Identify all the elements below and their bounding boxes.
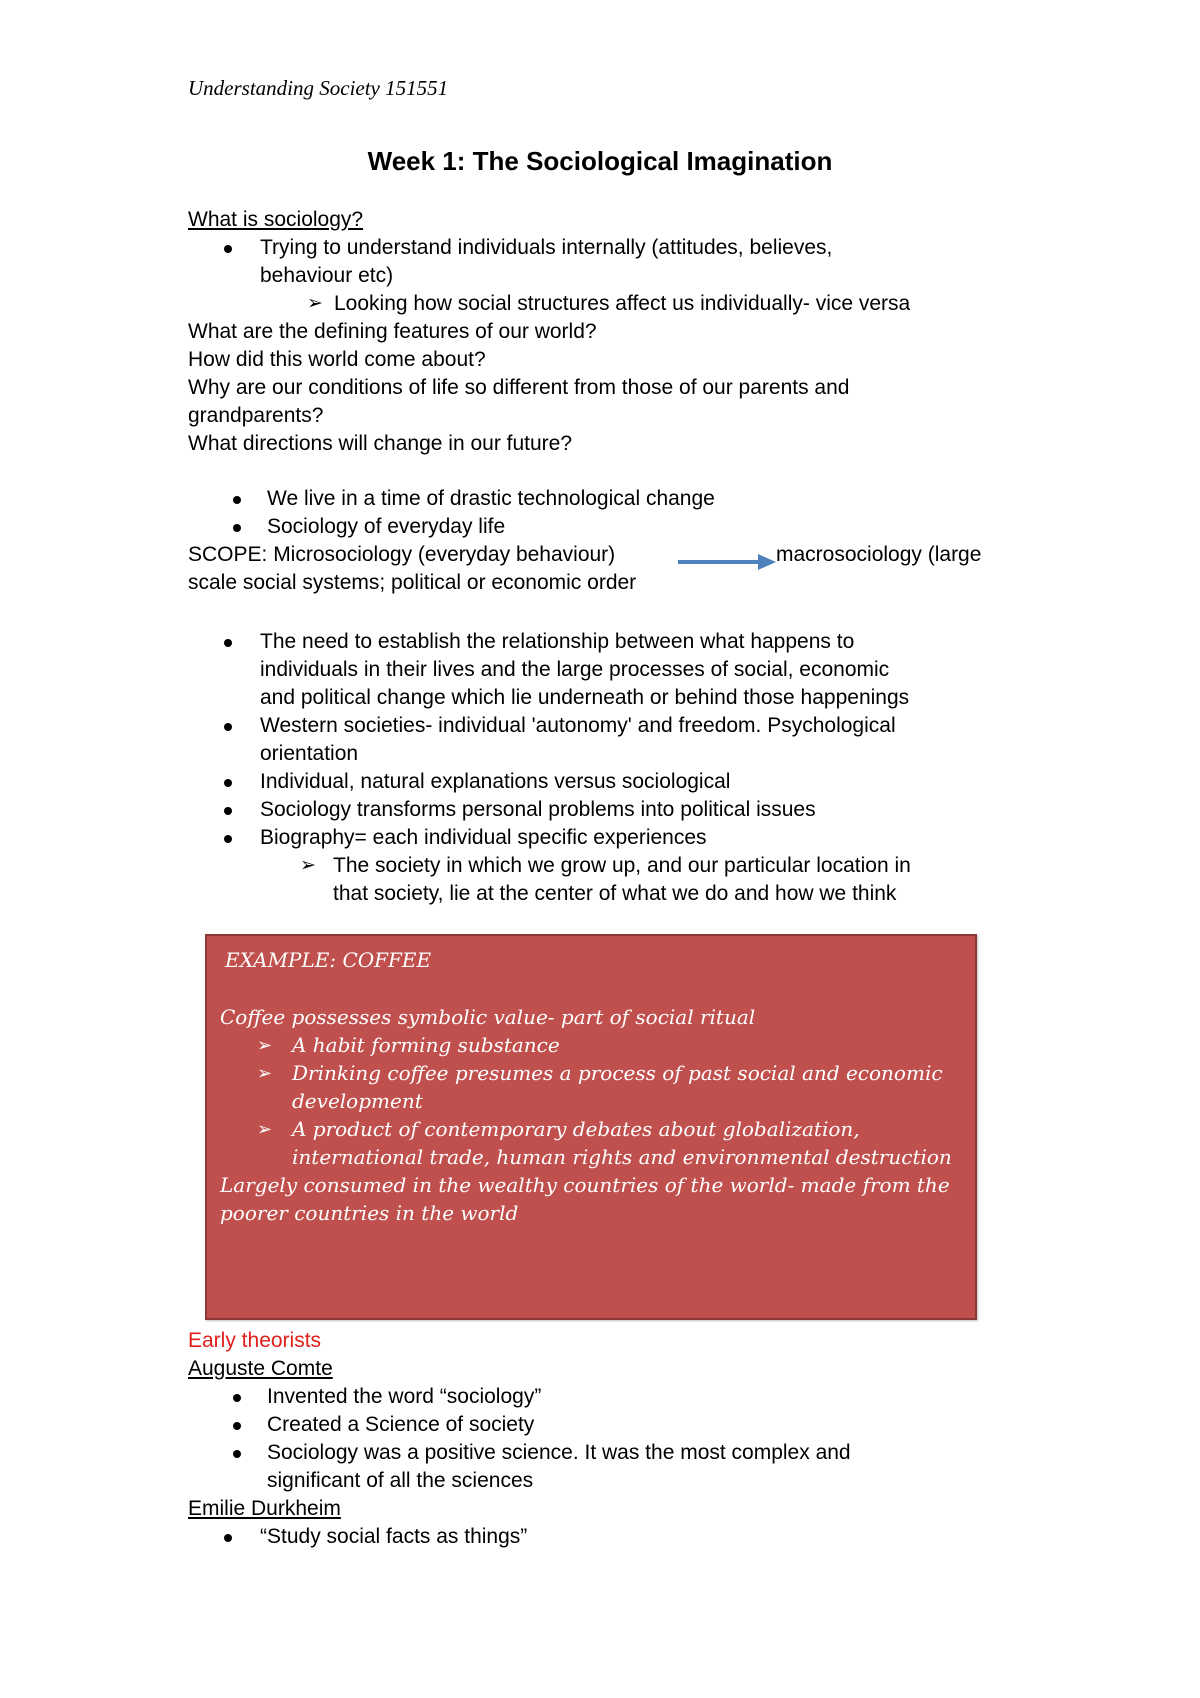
bullet-icon [233, 1422, 241, 1430]
example-heading: EXAMPLE: COFFEE [225, 948, 432, 972]
arrow-bullet-icon: ➢ [300, 855, 316, 876]
list-item: Sociology was a positive science. It was the most complex and [267, 1441, 851, 1464]
example-item: A product of contemporary debates about globalization, [292, 1117, 860, 1141]
theorist-name-durkheim: Emilie Durkheim [188, 1497, 341, 1520]
example-outro-continuation: poorer countries in the world [220, 1201, 519, 1225]
right-arrow-icon [678, 551, 778, 573]
example-outro: Largely consumed in the wealthy countries of the world- made from the [220, 1173, 950, 1197]
list-item: The need to establish the relationship between what happens to [260, 630, 855, 653]
scope-line-left: SCOPE: Microsociology (everyday behaviour) [188, 543, 616, 566]
example-intro: Coffee possesses symbolic value- part of social ritual [220, 1005, 756, 1029]
bullet-icon [233, 496, 241, 504]
sub-list-item-continuation: that society, lie at the center of what we do and how we think [333, 882, 897, 905]
list-item: Invented the word “sociology” [267, 1385, 542, 1408]
list-item-continuation: individuals in their lives and the large processes of social, economic [260, 658, 890, 681]
list-item: Trying to understand individuals internally (attitudes, believes, [260, 236, 833, 259]
arrow-bullet-icon: ➢ [257, 1063, 273, 1083]
example-item: A habit forming substance [292, 1033, 560, 1057]
example-item: Drinking coffee presumes a process of past social and economic [292, 1061, 943, 1085]
arrow-bullet-icon: ➢ [307, 293, 323, 314]
question-line: What are the defining features of our world? [188, 320, 597, 343]
list-item: Created a Science of society [267, 1413, 535, 1436]
question-line: How did this world come about? [188, 348, 486, 371]
bullet-icon [224, 807, 232, 815]
list-item: “Study social facts as things” [260, 1525, 528, 1548]
theorist-name-comte: Auguste Comte [188, 1357, 333, 1380]
bullet-icon [233, 1394, 241, 1402]
list-item: Individual, natural explanations versus sociological [260, 770, 731, 793]
bullet-icon [224, 835, 232, 843]
list-item-continuation: significant of all the sciences [267, 1469, 534, 1492]
course-header: Understanding Society 151551 [188, 76, 449, 100]
list-item: We live in a time of drastic technological change [267, 487, 715, 510]
question-line: What directions will change in our future? [188, 432, 573, 455]
sub-list-item: The society in which we grow up, and our particular location in [333, 854, 911, 877]
list-item: Biography= each individual specific experiences [260, 826, 707, 849]
example-item-continuation: development [292, 1089, 423, 1113]
bullet-icon [224, 639, 232, 647]
bullet-icon [233, 1450, 241, 1458]
arrow-bullet-icon: ➢ [257, 1035, 273, 1055]
question-line: Why are our conditions of life so different from those of our parents and [188, 376, 850, 399]
bullet-icon [224, 723, 232, 731]
page-title: Week 1: The Sociological Imagination [367, 146, 833, 176]
example-item-continuation: international trade, human rights and environmental destruction [292, 1145, 952, 1169]
bullet-icon [224, 779, 232, 787]
list-item: Sociology of everyday life [267, 515, 506, 538]
list-item: Western societies- individual 'autonomy' and freedom. Psychological [260, 714, 896, 737]
section-heading-what-is-sociology: What is sociology? [188, 208, 364, 231]
list-item: Sociology transforms personal problems into political issues [260, 798, 816, 821]
question-line-continuation: grandparents? [188, 404, 324, 427]
bullet-icon [233, 524, 241, 532]
list-item-continuation: orientation [260, 742, 359, 765]
bullet-icon [224, 245, 232, 253]
sub-list-item: Looking how social structures affect us individually- vice versa [334, 292, 911, 315]
arrow-bullet-icon: ➢ [257, 1119, 273, 1139]
list-item-continuation: behaviour etc) [260, 264, 394, 287]
scope-line-continuation: scale social systems; political or economic order [188, 571, 637, 594]
section-heading-early-theorists: Early theorists [188, 1329, 322, 1352]
bullet-icon [224, 1534, 232, 1542]
scope-line-right: macrosociology (large [776, 543, 982, 566]
list-item-continuation: and political change which lie underneath or behind those happenings [260, 686, 910, 709]
